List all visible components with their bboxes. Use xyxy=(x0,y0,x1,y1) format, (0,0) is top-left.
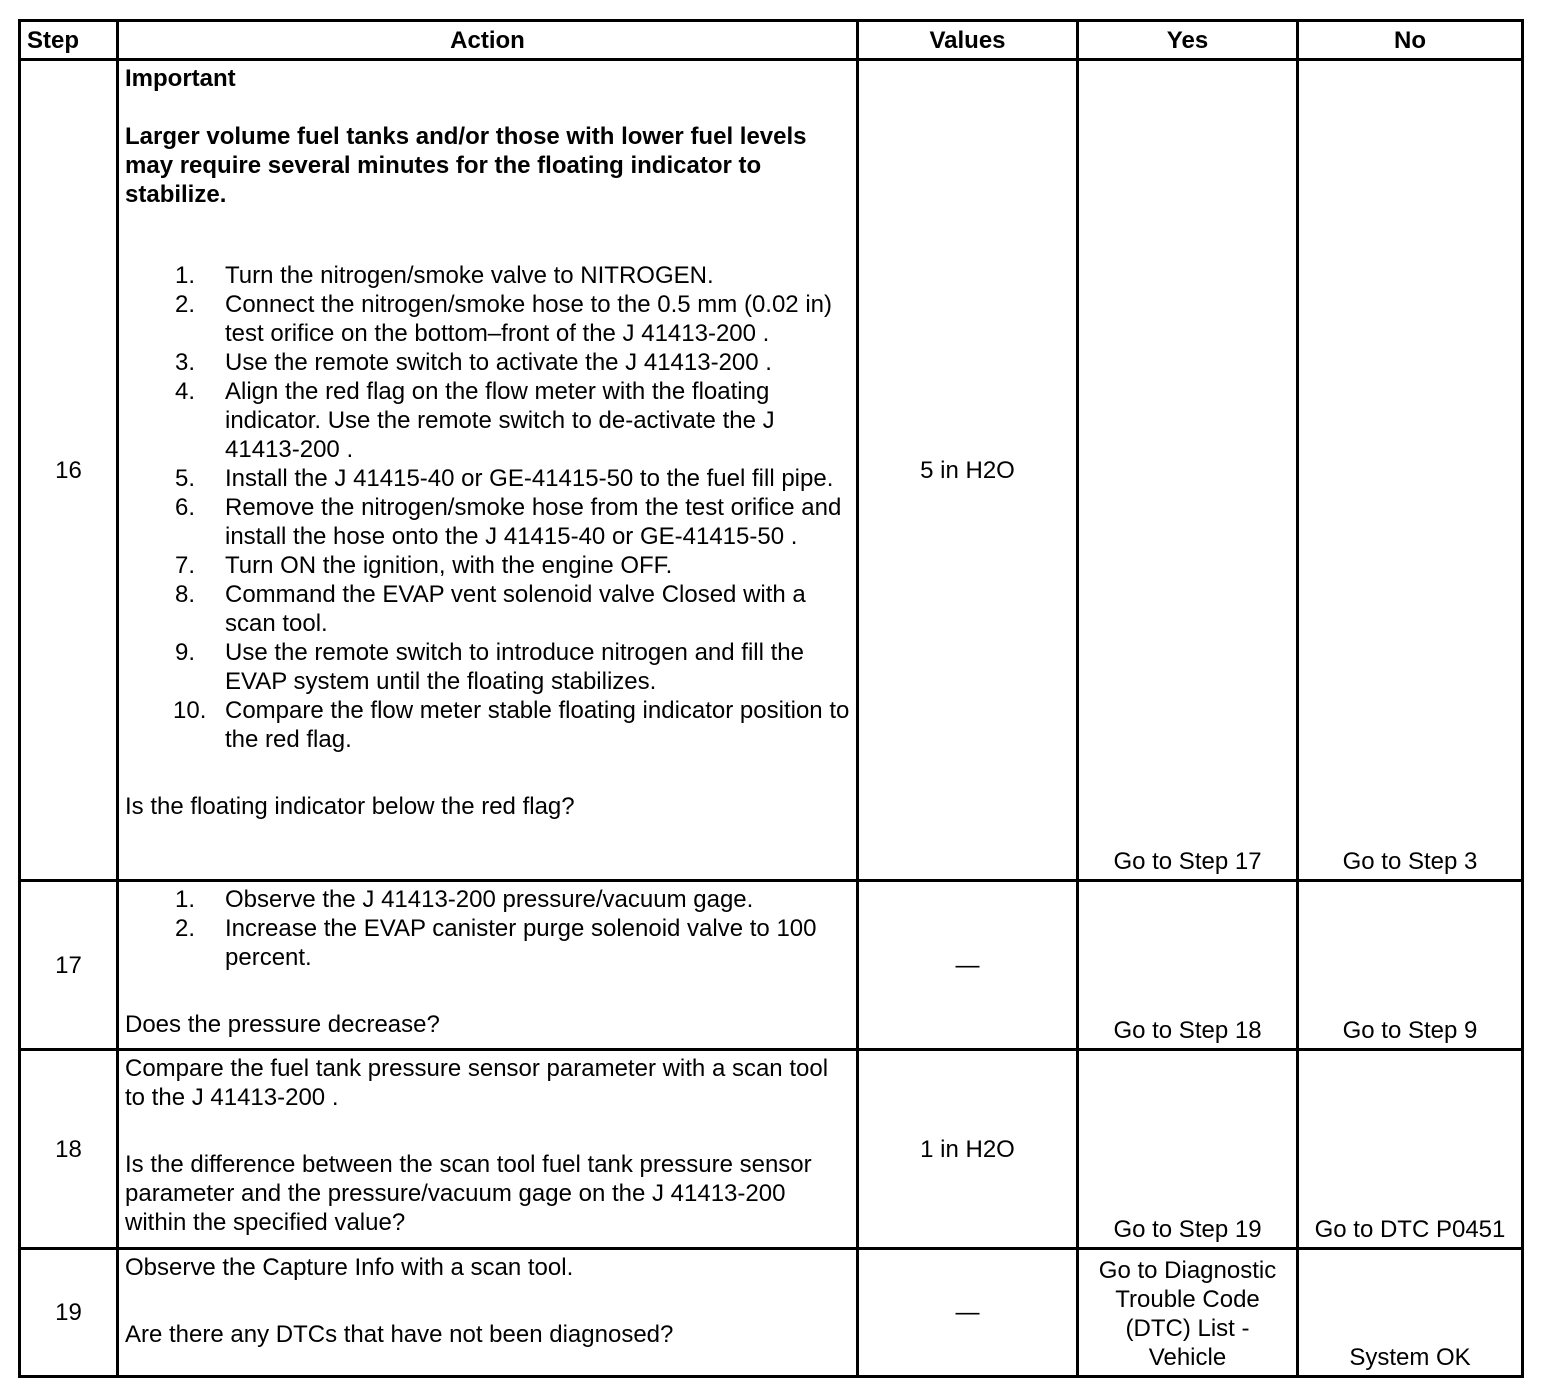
procedure-step xyxy=(125,638,850,696)
values-cell: — xyxy=(858,1249,1078,1377)
important-label: Important xyxy=(125,65,236,92)
header-action: Action xyxy=(118,21,858,60)
important-note: Larger volume fuel tanks and/or those with lower fuel levels may require several minutes for the floating indicator to stabilize. xyxy=(125,123,807,208)
question-text: Is the difference between the scan tool fuel tank pressure sensor parameter and the pressure/vacuum gage on the J 41413-200 within the specified value? xyxy=(125,1151,812,1236)
header-values: Values xyxy=(858,21,1078,60)
yes-cell: Go to Diagnostic Trouble Code (DTC) List - Vehicle xyxy=(1078,1249,1298,1377)
procedure-list xyxy=(125,885,850,972)
table-row-step-17 xyxy=(20,881,1523,1050)
step-text: Command the EVAP vent solenoid valve Closed with a scan tool. xyxy=(225,581,806,637)
step-text: Connect the nitrogen/smoke hose to the 0.5 mm (0.02 in) test orifice on the bottom–front of the J 41413-200 . xyxy=(225,291,832,347)
procedure-step xyxy=(125,580,850,638)
step-number: 19 xyxy=(20,1249,118,1377)
procedure-step xyxy=(125,464,850,493)
step-index: 8. xyxy=(175,581,196,608)
step-index: 1. xyxy=(175,262,196,289)
step-text: Increase the EVAP canister purge solenoid valve to 100 percent. xyxy=(225,915,817,971)
step-index: 9. xyxy=(175,639,196,666)
step-text: Use the remote switch to activate the J 41413-200 . xyxy=(225,349,772,376)
yes-cell: Go to Step 17 xyxy=(1078,60,1298,881)
step-text: Align the red flag on the flow meter with the floating indicator. Use the remote switch to de-activate the J 41413-200 . xyxy=(225,378,775,463)
step-index: 5. xyxy=(175,465,196,492)
procedure-step xyxy=(125,493,850,551)
procedure-step xyxy=(125,377,850,464)
header-no: No xyxy=(1298,21,1523,60)
header-yes: Yes xyxy=(1078,21,1298,60)
step-index: 2. xyxy=(175,915,196,942)
procedure-step xyxy=(125,885,850,914)
step-text: Remove the nitrogen/smoke hose from the test orifice and install the hose onto the J 41415-40 or GE-41415-50 . xyxy=(225,494,842,550)
step-index: 3. xyxy=(175,349,196,376)
step-text: Compare the flow meter stable floating indicator position to the red flag. xyxy=(225,697,850,753)
table-row-step-18 xyxy=(20,1050,1523,1249)
header-step: Step xyxy=(20,21,118,60)
step-index: 7. xyxy=(175,552,196,579)
step-text: Turn the nitrogen/smoke valve to NITROGEN. xyxy=(225,262,714,289)
procedure-step xyxy=(125,290,850,348)
question-text: Are there any DTCs that have not been diagnosed? xyxy=(125,1321,674,1348)
step-index: 2. xyxy=(175,291,196,318)
step-number: 16 xyxy=(20,60,118,881)
step-number: 18 xyxy=(20,1050,118,1249)
question-text: Does the pressure decrease? xyxy=(125,1011,440,1038)
no-cell: Go to DTC P0451 xyxy=(1298,1050,1523,1249)
yes-cell: Go to Step 19 xyxy=(1078,1050,1298,1249)
values-cell: — xyxy=(858,881,1078,1050)
step-text: Install the J 41415-40 or GE-41415-50 to the fuel fill pipe. xyxy=(225,465,834,492)
step-text: Observe the J 41413-200 pressure/vacuum gage. xyxy=(225,886,754,913)
step-number: 17 xyxy=(20,881,118,1050)
no-cell: Go to Step 3 xyxy=(1298,60,1523,881)
instruction-text: Compare the fuel tank pressure sensor parameter with a scan tool to the J 41413-200 . xyxy=(125,1055,829,1111)
step-text: Turn ON the ignition, with the engine OFF. xyxy=(225,552,673,579)
procedure-list xyxy=(125,261,850,754)
no-cell: Go to Step 9 xyxy=(1298,881,1523,1050)
procedure-step xyxy=(125,261,850,290)
diagnostic-table xyxy=(18,19,1524,1378)
action-cell xyxy=(118,60,858,881)
step-index: 10. xyxy=(173,697,207,724)
header-row xyxy=(20,21,1523,60)
step-index: 4. xyxy=(175,378,196,405)
procedure-step xyxy=(125,696,850,754)
procedure-step xyxy=(125,551,850,580)
table-row-step-19 xyxy=(20,1249,1523,1377)
step-text: Use the remote switch to introduce nitrogen and fill the EVAP system until the floating stabilizes. xyxy=(225,639,804,695)
action-cell xyxy=(118,1249,858,1377)
values-cell: 5 in H2O xyxy=(858,60,1078,881)
question-text: Is the floating indicator below the red flag? xyxy=(125,793,575,820)
action-cell xyxy=(118,1050,858,1249)
step-index: 1. xyxy=(175,886,196,913)
step-index: 6. xyxy=(175,494,196,521)
procedure-step xyxy=(125,348,850,377)
action-cell xyxy=(118,881,858,1050)
table-row-step-16 xyxy=(20,60,1523,881)
no-cell: System OK xyxy=(1298,1249,1523,1377)
instruction-text: Observe the Capture Info with a scan tool. xyxy=(125,1254,574,1281)
yes-cell: Go to Step 18 xyxy=(1078,881,1298,1050)
procedure-step xyxy=(125,914,850,972)
values-cell: 1 in H2O xyxy=(858,1050,1078,1249)
